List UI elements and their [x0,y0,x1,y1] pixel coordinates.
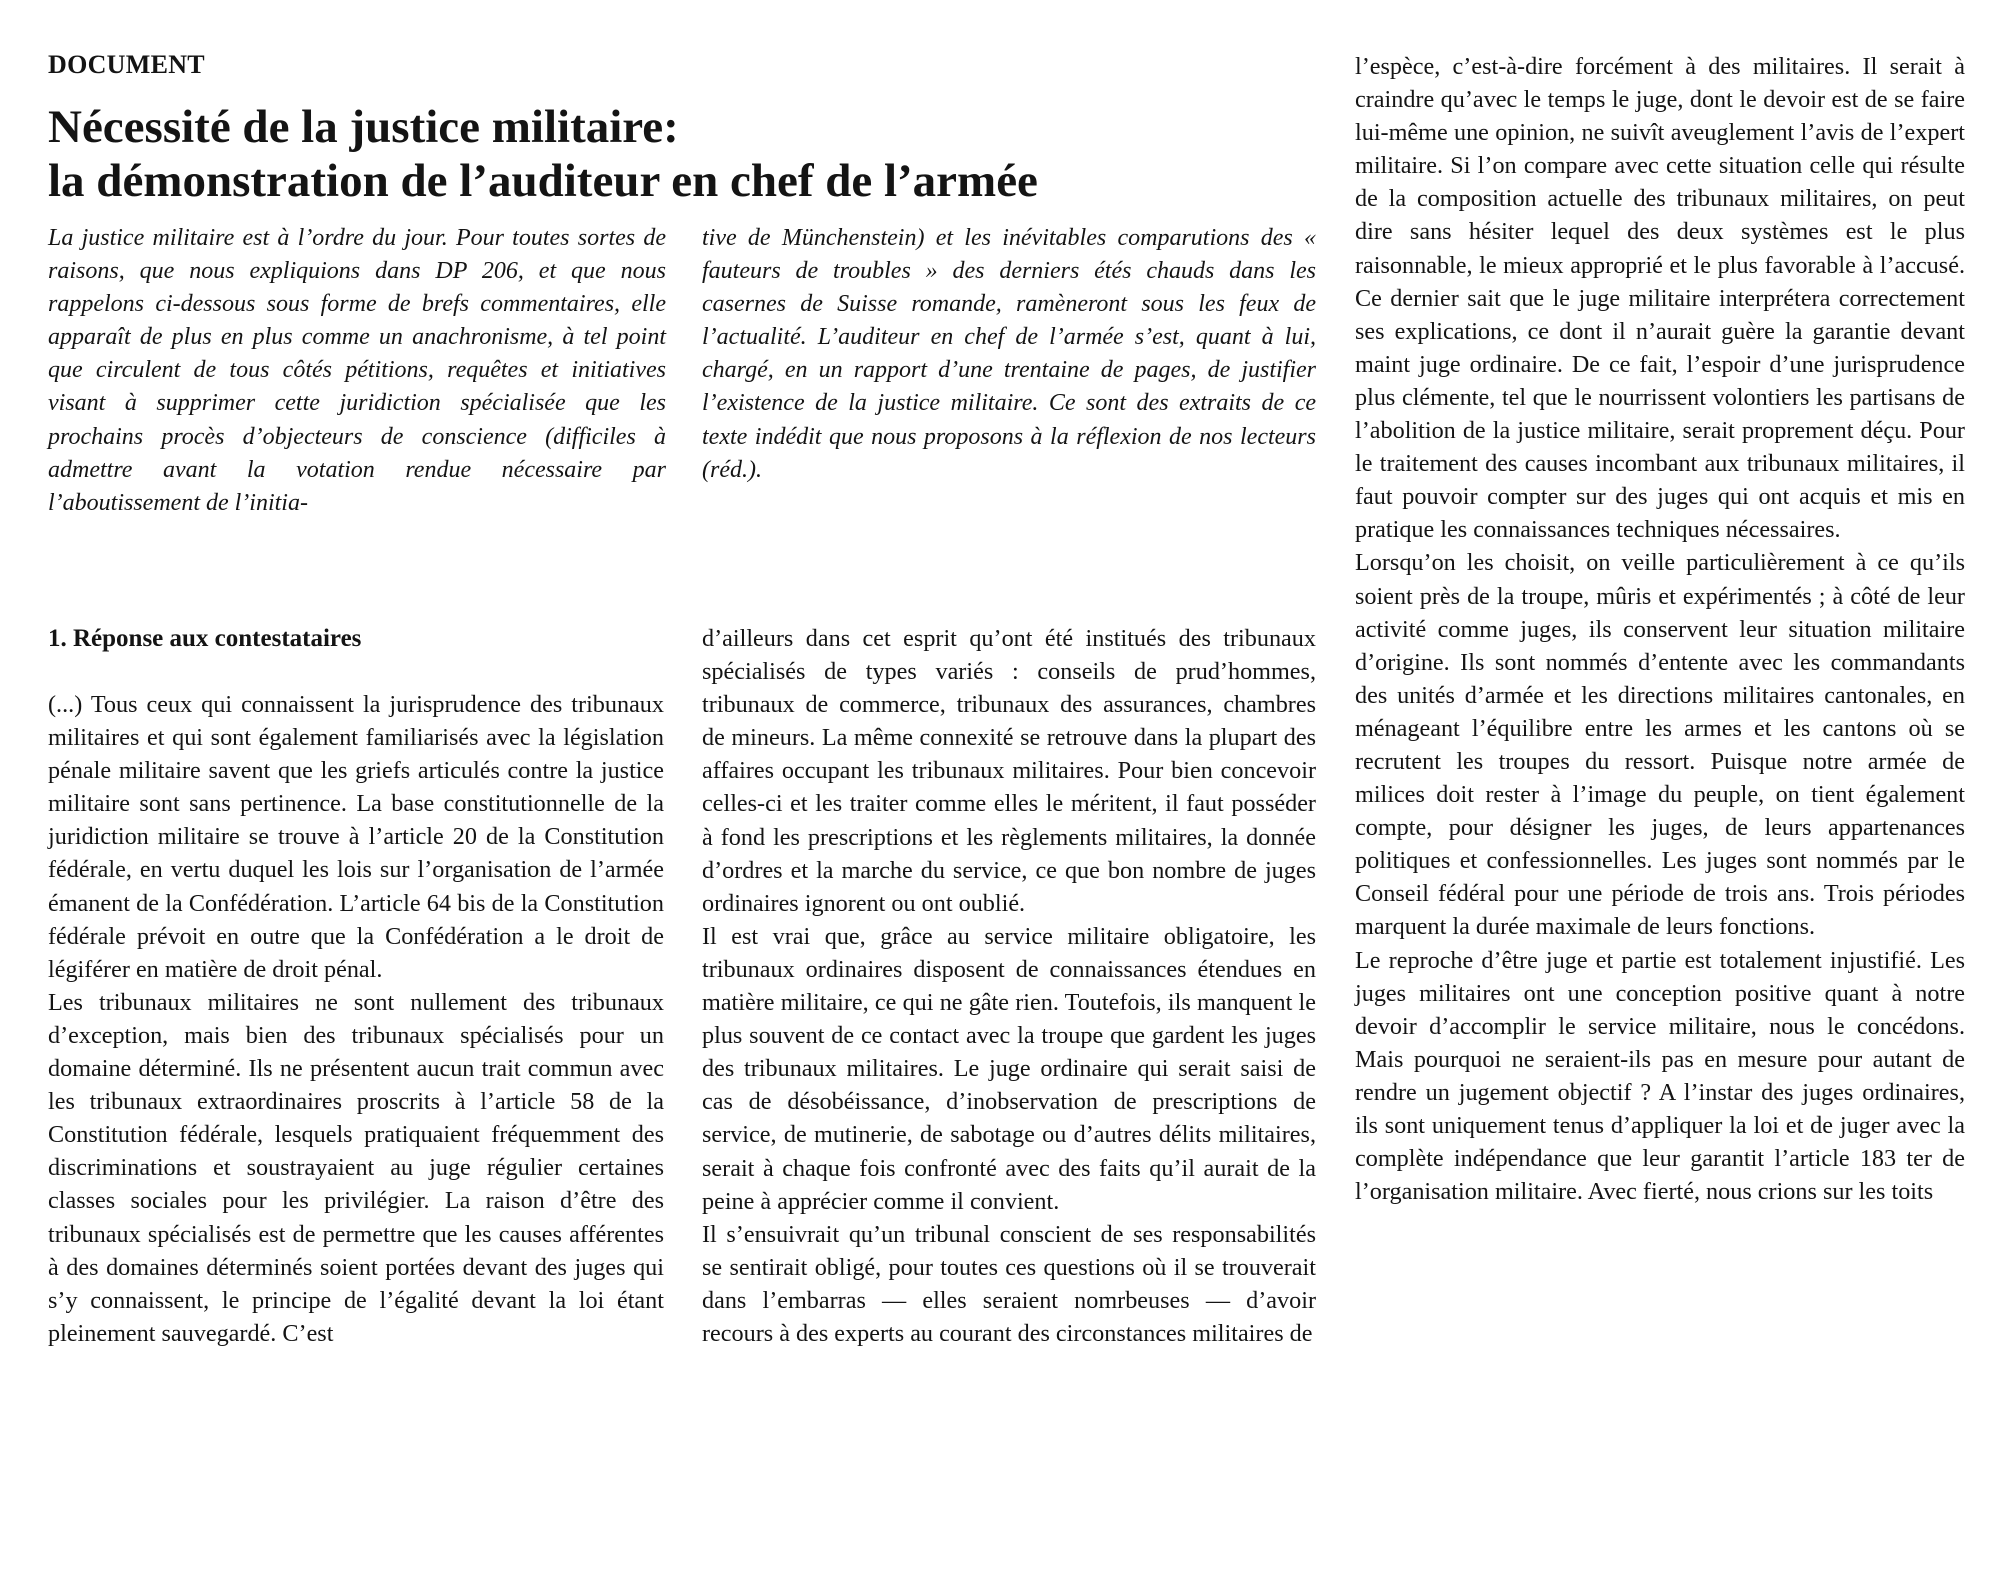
lede-column-2 [702,222,1316,487]
body-paragraph: Lorsqu’on les choisit, on veille particulièrement à ce qu’ils soient près de la troupe, mûris et expérimentés ; à côté de leur activité comme juges, ils conservent leur situation militaire d’origine. Ils sont nommés d’entente avec les commandants des unités d’armée et les directions militaires cantonales, en ménageant l’équilibre entre les armes et les cantons où se recrutent les troupes du ressort. Puisque notre armée de milices doit rester à l’image du peuple, on tient également compte, pour désigner les juges, de leurs appartenances politiques et confessionnelles. Les juges sont nommés par le Conseil fédéral pour une période de trois ans. Trois périodes marquent la durée maximale de leurs fonctions. [1355,549,1965,941]
body-paragraph: l’espèce, c’est-à-dire forcément à des militaires. Il serait à craindre qu’avec le temps le juge, dont le devoir est de se faire lui-même une opinion, ne suivît aveuglement l’avis de l’expert militaire. Si l’on compare avec cette situation celle qui résulte de la composition actuelle des tribunaux militaires, on peut dire sans hésiter lequel des deux systèmes est le plus raisonnable, le mieux approprié et le plus favorable à l’accusé. Ce dernier sait que le juge militaire interprétera correctement ses explications, ce dont il n’aurait guère la garantie devant maint juge ordinaire. De ce fait, l’espoir d’une jurisprudence plus clémente, tel que le nourrissent volontiers les partisans de l’abolition de la justice militaire, serait proprement déçu. Pour le traitement des causes incombant aux tribunaux militaires, il faut pouvoir compter sur des juges qui ont acquis et mis en pratique les connaissances techniques nécessaires. [1355,53,1965,544]
body-paragraph: Il est vrai que, grâce au service militaire obligatoire, les tribunaux ordinaires disposent de connaissances étendues en matière militaire, ce qui ne gâte rien. Toutefois, ils manquent le plus souvent de ce contact avec la troupe que gardent les juges des tribunaux militaires. Le juge ordinaire qui serait saisi de cas de désobéissance, d’inobservation de prescriptions de service, de mutinerie, de sabotage ou d’autres délits militaires, serait à chaque fois confronté avec des faits qu’il aurait de la peine à apprécier comme il convient. [702,922,1316,1215]
section-kicker: DOCUMENT [48,50,205,79]
lede-paragraph: La justice militaire est à l’ordre du jour. Pour toutes sortes de raisons, que nous expliquions dans DP 206, et que nous rappelons ci-dessous sous forme de brefs commentaires, elle apparaît de plus en plus comme un anachronisme, à tel point que circulent de tous côtés pétitions, requêtes et initiatives visant à supprimer cette juridiction spécialisée que les prochains procès d’objecteurs de conscience (difficiles à admettre avant la votation rendue nécessaire par l’aboutissement de l’initia- [48,225,666,516]
body-paragraph: Il s’ensuivrait qu’un tribunal conscient de ses responsabilités se sentirait obligé, pour toutes ces questions où il se trouverait dans l’embarras — elles seraient nomrbeuses — d’avoir recours à des experts au courant des circonstances militaires de [702,1220,1316,1347]
lede-paragraph: tive de Münchenstein) et les inévitables comparutions des « fauteurs de troubles » des derniers étés chauds dans les casernes de Suisse romande, ramèneront sous les feux de l’actualité. L’auditeur en chef de l’armée s’est, quant à lui, chargé, en un rapport d’une trentaine de pages, de justifier l’existence de la justice militaire. Ce sont des extraits de ce texte indédit que nous proposons à la réflexion de nos lecteurs (réd.). [702,225,1316,483]
body-column-2 [702,622,1316,1350]
body-paragraph: Les tribunaux militaires ne sont nullement des tribunaux d’exception, mais bien des tribunaux spécialisés pour un domaine déterminé. Ils ne présentent aucun trait commun avec les tribunaux extraordinaires proscrits à l’article 58 de la Constitution fédérale, lesquels pratiquaient fréquemment des discriminations et soustrayaient au juge régulier certaines classes sociales pour les privilégier. La raison d’être des tribunaux spécialisés est de permettre que les causes afférentes à des domaines déterminés soient portées devant des juges qui s’y connaissent, le principe de l’égalité devant la loi étant pleinement sauvegardé. C’est [48,988,664,1347]
body-column-1 [48,688,664,1350]
body-column-3 [1355,50,1965,1208]
section-heading: 1. Réponse aux contestataires [48,625,362,652]
lede-column-1 [48,222,666,520]
body-paragraph: (...) Tous ceux qui connaissent la jurisprudence des tribunaux militaires et qui sont également familiarisés avec la législation pénale militaire savent que les griefs articulés contre la justice militaire sont sans pertinence. La base constitutionnelle de la juridiction militaire se trouve à l’article 20 de la Constitution fédérale, en vertu duquel les lois sur l’organisation de l’armée émanent de la Confédération. L’article 64 bis de la Constitution fédérale prévoit en outre que la Confédération a le droit de légiférer en matière de droit pénal. [48,691,664,983]
body-paragraph: d’ailleurs dans cet esprit qu’ont été institués des tribunaux spécialisés de types variés : conseils de prud’hommes, tribunaux de commerce, tribunaux des assurances, chambres de mineurs. La même connexité se retrouve dans la plupart des affaires occupant les tribunaux militaires. Pour bien concevoir celles-ci et les traiter comme elles le méritent, il faut posséder à fond les prescriptions et les règlements militaires, la donnée d’ordres et la marche du service, ce que bon nombre de juges ordinaires ignorent ou ont oublié. [702,625,1316,917]
body-paragraph: Le reproche d’être juge et partie est totalement injustifié. Les juges militaires ont une conception positive quant à notre devoir d’accomplir le service militaire, nous le concédons. Mais pourquoi ne seraient-ils pas en mesure pour autant de rendre un jugement objectif ? A l’instar des juges ordinaires, ils sont uniquement tenus d’appliquer la loi et de juger avec la complète indépendance que leur garantit l’article 183 ter de l’organisation militaire. Avec fierté, nous crions sur les toits [1355,946,1965,1206]
headline-line-2: la démonstration de l’auditeur en chef de l’armée [48,155,1038,207]
article-headline [48,100,1348,208]
headline-line-1: Nécessité de la justice militaire: [48,101,679,153]
